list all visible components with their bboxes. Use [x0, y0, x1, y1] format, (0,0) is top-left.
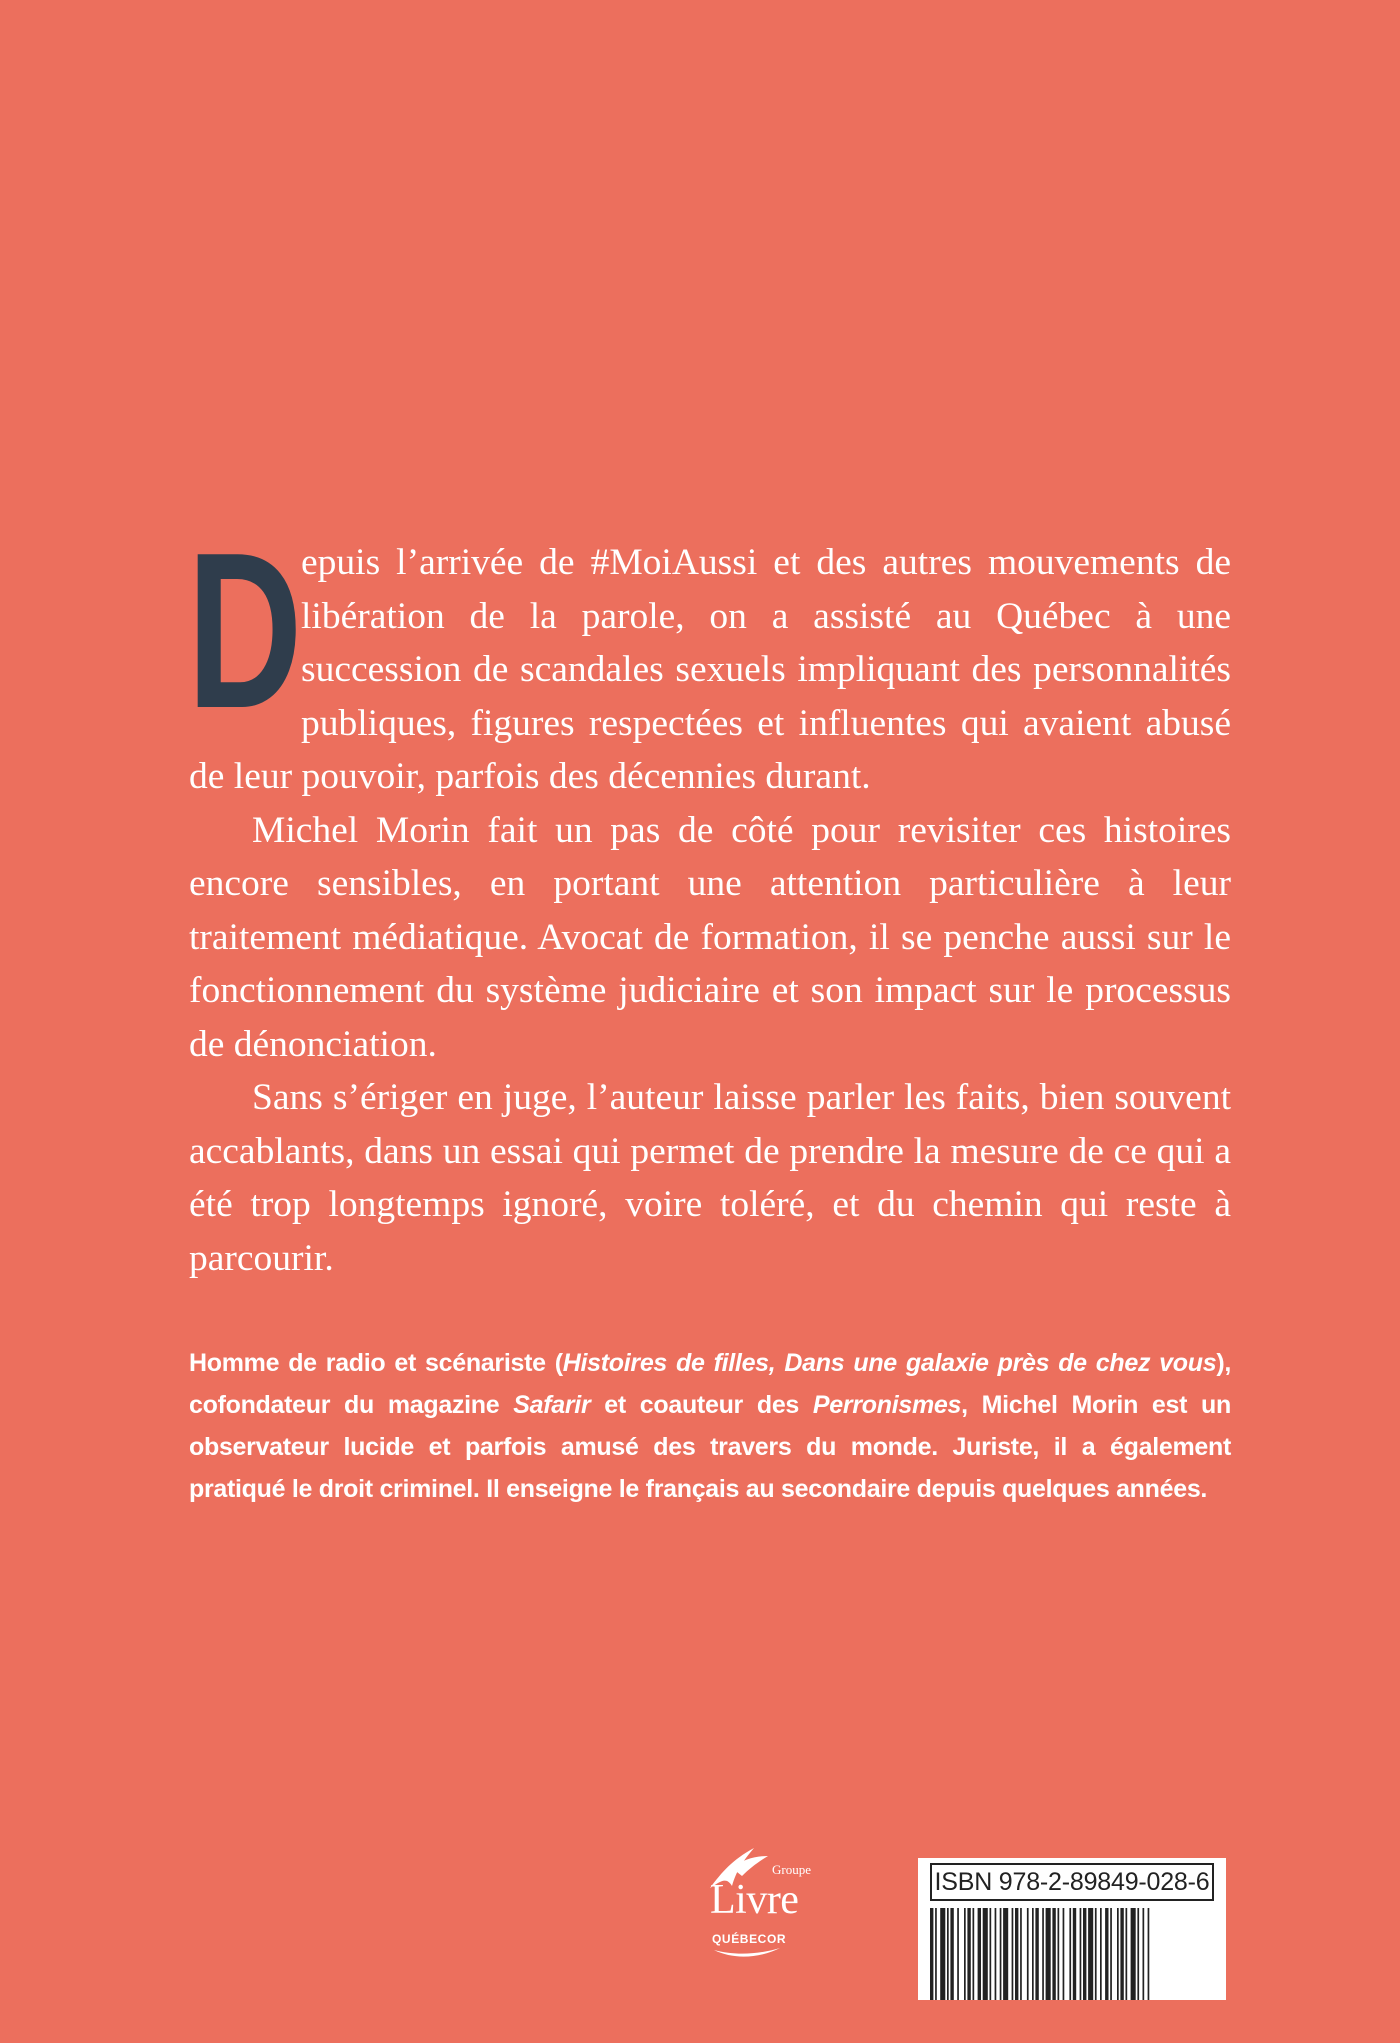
- bio-italic-safarir: Safarir: [513, 1391, 591, 1419]
- barcode-bar: [1046, 1908, 1051, 2000]
- bio-italic-titles: Histoires de filles, Dans une galaxie près de chez vous: [562, 1349, 1217, 1377]
- barcode-bar: [957, 1908, 959, 2000]
- blurb-paragraph-2: Michel Morin fait un pas de côté pour revisiter ces histoires encore sensibles, en portant une attention particulière à leur traitement médiatique. Avocat de formation, il se penche aussi sur le fonctionnement du système judiciaire et son impact sur le processus de dénonciation.: [189, 809, 1231, 1065]
- barcode-bar: [1100, 1908, 1102, 2000]
- bio-italic-perronismes: Perronismes: [812, 1391, 962, 1419]
- barcode-bar: [1117, 1908, 1119, 2000]
- barcode-bar: [1069, 1908, 1071, 2000]
- isbn-label: ISBN 978-2-89849-028-6: [930, 1863, 1214, 1901]
- barcode-bar: [1137, 1908, 1139, 2000]
- publisher-logo: [684, 1842, 834, 1992]
- publisher-quebecor-text: QUÉBECOR: [712, 1932, 787, 1946]
- barcode-bar: [964, 1908, 966, 2000]
- barcode-bar: [1027, 1908, 1029, 2000]
- blurb-paragraph-3: Sans s’ériger en juge, l’auteur laisse parler les faits, bien souvent accablants, dans un essai qui permet de prendre la mesure de ce qui a été trop longtemps ignoré, voire toléré, et du chemin qui reste à parcourir.: [189, 1077, 1231, 1279]
- barcode-bar: [1088, 1908, 1093, 2000]
- barcode-bar: [1105, 1908, 1108, 2000]
- barcode-bar: [1042, 1908, 1044, 2000]
- bio-text-1: Homme de radio et scénariste (: [189, 1349, 563, 1377]
- barcode-bar: [1073, 1908, 1076, 2000]
- barcode: [918, 1858, 1226, 2000]
- barcode-bars: [930, 1908, 1214, 2000]
- author-bio: [189, 1342, 1231, 1510]
- barcode-bar: [1003, 1908, 1008, 2000]
- barcode-bar: [1080, 1908, 1082, 2000]
- barcode-bar: [1143, 1908, 1145, 2000]
- bio-text-3: et coauteur des: [590, 1391, 813, 1419]
- barcode-bar: [1126, 1908, 1128, 2000]
- barcode-bar: [1095, 1908, 1097, 2000]
- barcode-bar: [935, 1908, 937, 2000]
- barcode-bar: [995, 1908, 997, 2000]
- publisher-livre-text: Livre: [710, 1877, 799, 1923]
- barcode-bar: [930, 1908, 933, 2000]
- barcode-bar: [1148, 1908, 1150, 2000]
- blurb-text: [187, 507, 1231, 1285]
- barcode-bar: [1131, 1908, 1136, 2000]
- barcode-bar: [1063, 1908, 1065, 2000]
- barcode-bar: [1020, 1908, 1022, 2000]
- barcode-bar: [983, 1908, 988, 2000]
- blurb-paragraph-1-text: epuis l’arrivée de #MoiAussi et des autres mouvements de libération de la parole, on a assisté au Québec à une succession de scandales sexuels impliquant des personnalités publiques, figures respectées et influentes qui avaient abusé de leur pouvoir, parfois des décennies durant.: [189, 542, 1231, 797]
- publisher-groupe-text: Groupe: [772, 1862, 811, 1877]
- bio-text-2: ), cofondateur du magazine: [189, 1349, 1231, 1419]
- barcode-bar: [1015, 1908, 1018, 2000]
- bio-text-4: , Michel Morin est un observateur lucide et parfois amusé des travers du monde. Juriste, il a également pratiqué le droit criminel. Il enseigne le français au secondaire depuis quelques années.: [189, 1391, 1231, 1503]
- barcode-bar: [978, 1908, 981, 2000]
- barcode-bar: [940, 1908, 945, 2000]
- barcode-bar: [1012, 1908, 1014, 2000]
- swoosh-icon: [712, 1946, 782, 1960]
- barcode-bar: [1000, 1908, 1002, 2000]
- barcode-bar: [973, 1908, 975, 2000]
- barcode-bar: [950, 1908, 953, 2000]
- barcode-bar: [990, 1908, 992, 2000]
- blurb-paragraph-1: [187, 507, 1231, 804]
- barcode-bar: [1083, 1908, 1086, 2000]
- drop-cap: D: [187, 507, 303, 755]
- barcode-bar: [1035, 1908, 1038, 2000]
- barcode-bar: [1110, 1908, 1112, 2000]
- barcode-bar: [1052, 1908, 1055, 2000]
- barcode-bar: [1032, 1908, 1034, 2000]
- barcode-bar: [1120, 1908, 1123, 2000]
- barcode-bar: [947, 1908, 949, 2000]
- barcode-bar: [967, 1908, 970, 2000]
- barcode-bar: [1058, 1908, 1060, 2000]
